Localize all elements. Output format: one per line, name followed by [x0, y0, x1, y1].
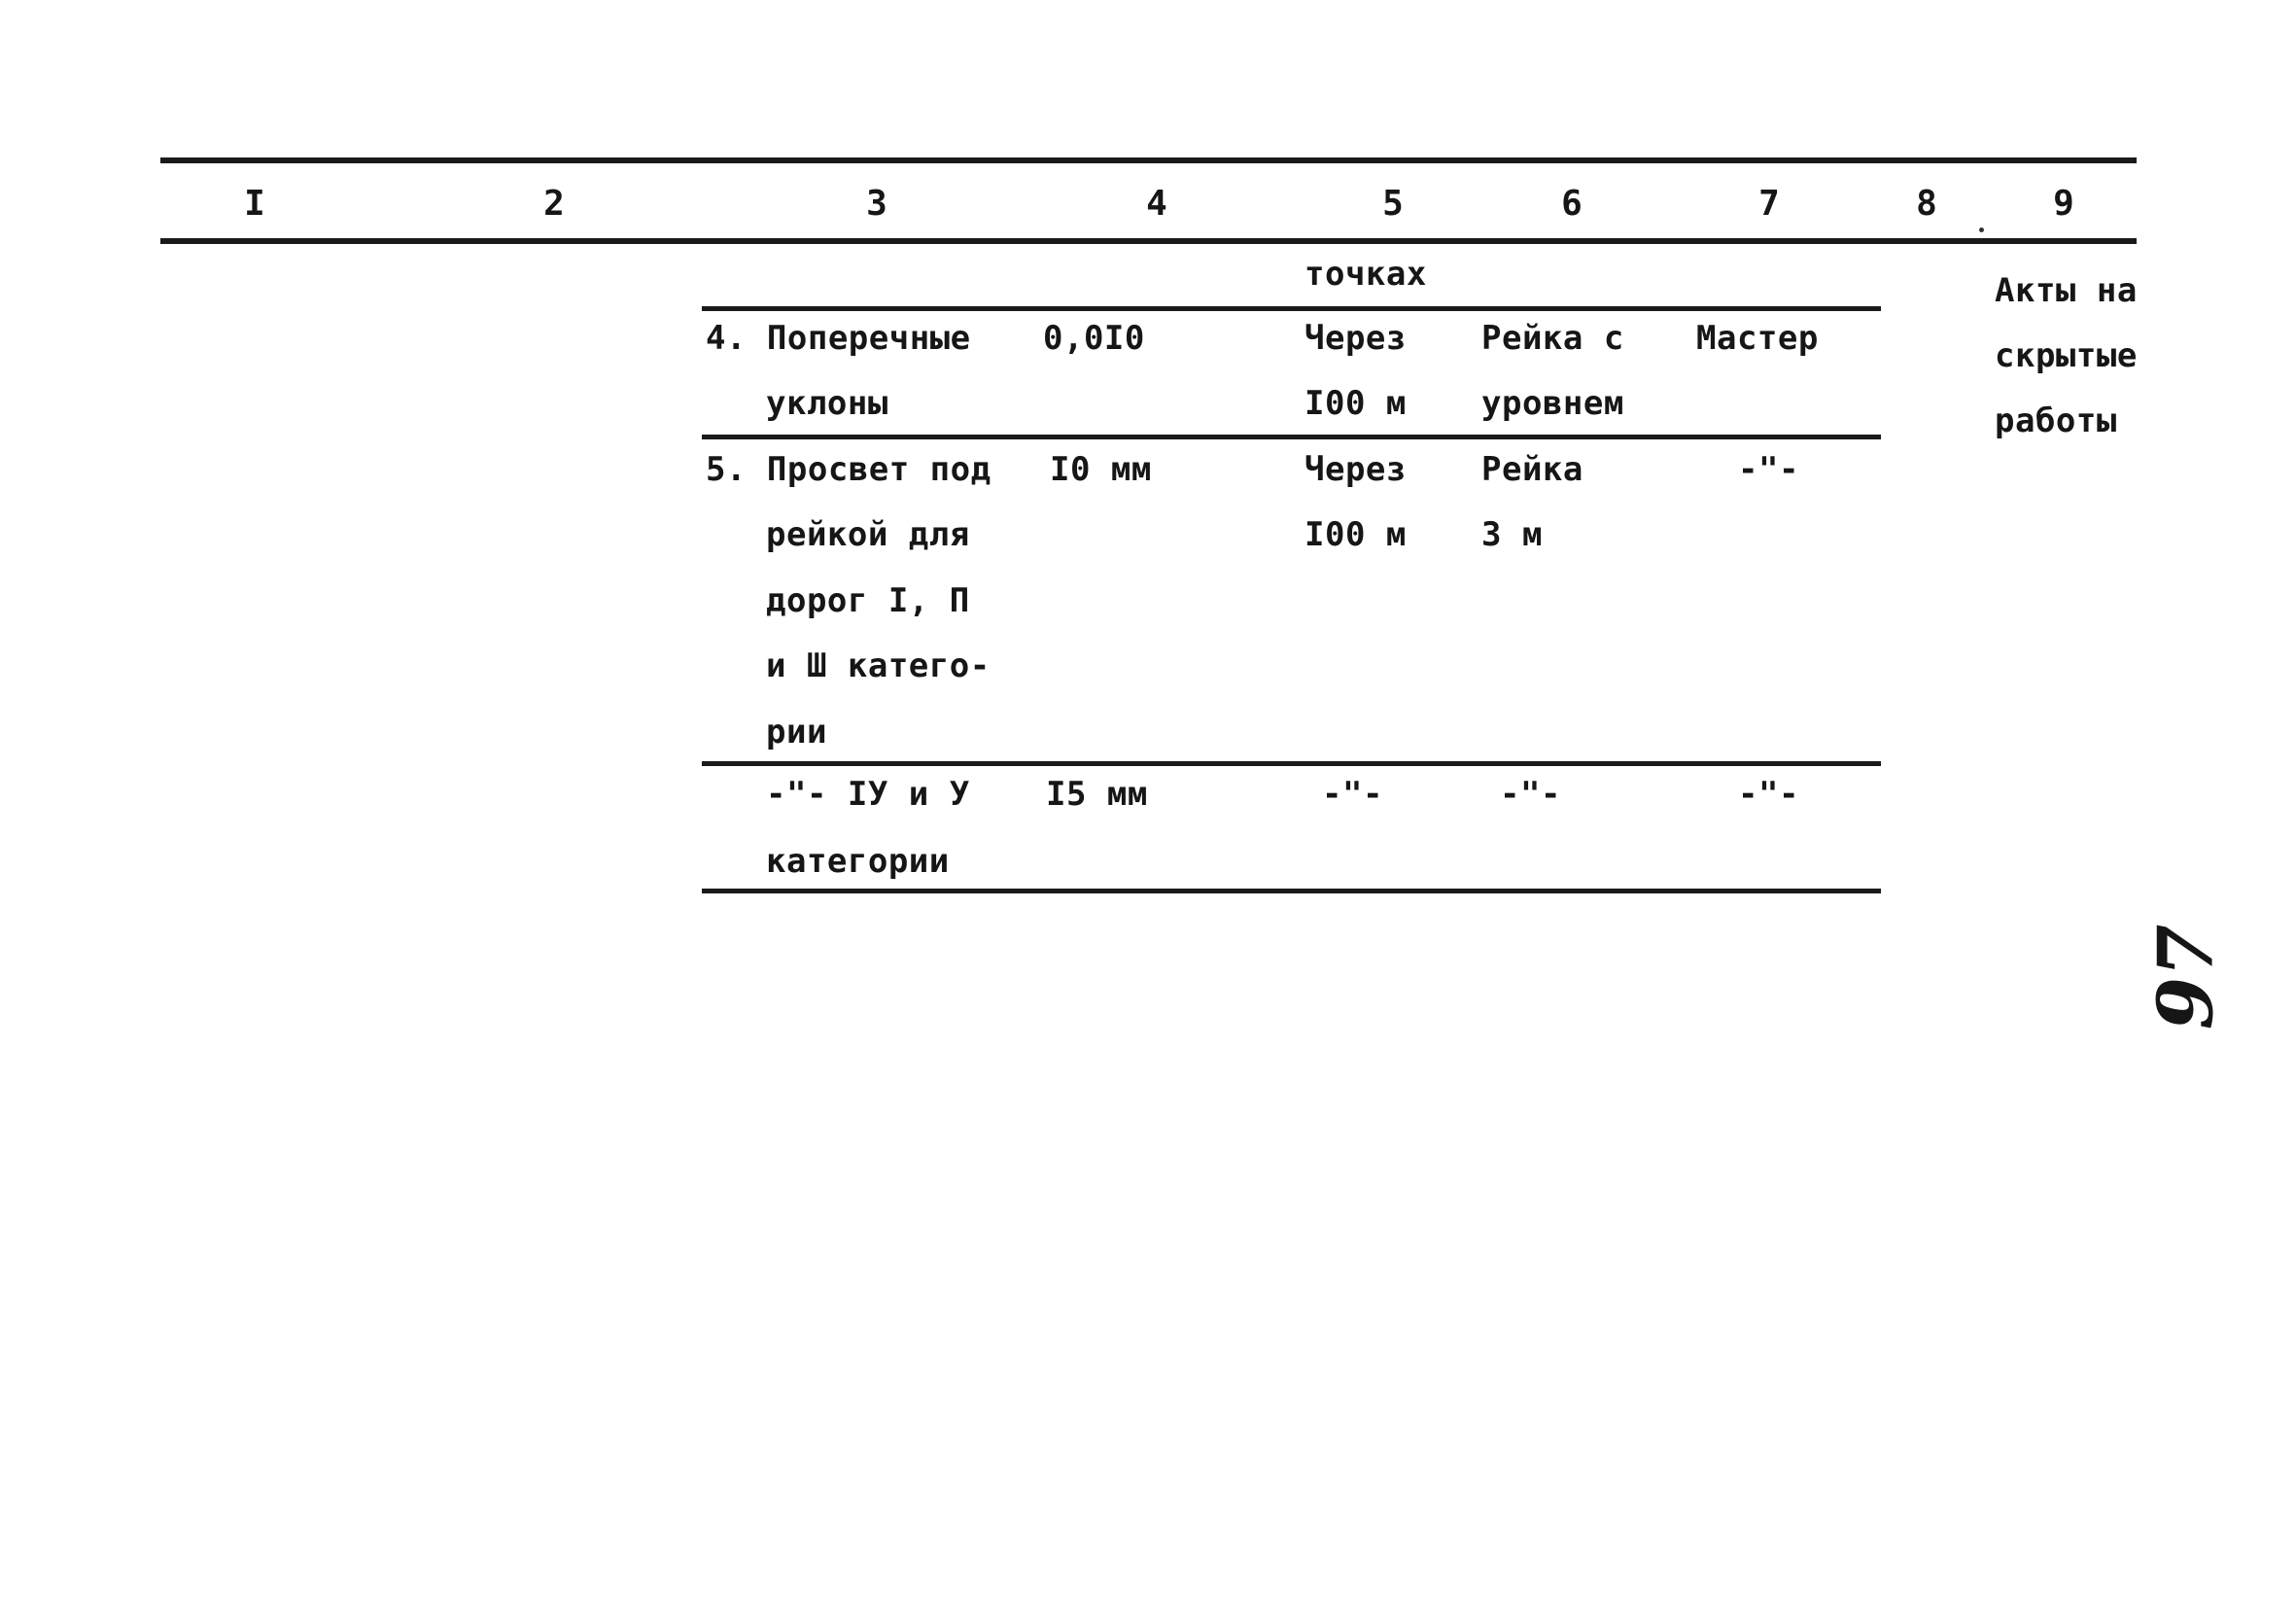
- row2-col7: -"-: [1738, 450, 1799, 489]
- row2-col5-line1: Через: [1305, 450, 1407, 489]
- header-col-4: 4: [1146, 184, 1167, 224]
- row2-col3-line3: дорог I, П: [766, 581, 970, 620]
- stray-dot: [1979, 227, 1984, 232]
- row-separator-2: [702, 435, 1881, 439]
- page-number: 97: [2141, 924, 2231, 1031]
- row-separator-1: [702, 306, 1881, 311]
- row1-col6-line2: уровнем: [1481, 384, 1624, 423]
- row3-col3-line1: -"- IУ и У: [766, 775, 970, 814]
- row2-col6-line2: 3 м: [1481, 515, 1543, 554]
- row2-col3-line5: рии: [766, 713, 827, 751]
- col9-line-2: скрытые: [1995, 336, 2138, 375]
- row2-col6-line1: Рейка: [1481, 450, 1583, 489]
- row1-col4: 0,0I0: [1043, 319, 1145, 358]
- row2-col3-line2: рейкой для: [766, 515, 970, 554]
- row3-col6: -"-: [1500, 775, 1561, 814]
- header-col-7: 7: [1758, 184, 1780, 224]
- row3-col7: -"-: [1738, 775, 1799, 814]
- table-top-rule: [160, 157, 2137, 163]
- row-separator-4: [702, 889, 1881, 893]
- header-col-8: 8: [1916, 184, 1937, 224]
- header-col-2: 2: [543, 184, 565, 224]
- row2-col3-line1: 5. Просвет под: [706, 450, 991, 489]
- row3-col5: -"-: [1322, 775, 1383, 814]
- row1-col6-line1: Рейка с: [1481, 319, 1624, 358]
- row2-col5-line2: I00 м: [1305, 515, 1407, 554]
- row1-col3-line2: уклоны: [766, 384, 888, 423]
- row1-col7: Мастер: [1696, 319, 1819, 358]
- header-col-1: I: [244, 184, 265, 224]
- row2-col4: I0 мм: [1050, 450, 1152, 489]
- header-bottom-rule: [160, 238, 2137, 244]
- col9-line-3: работы: [1995, 402, 2117, 440]
- header-col-9: 9: [2053, 184, 2074, 224]
- col5-continuation: точках: [1305, 255, 1427, 294]
- row3-col4: I5 мм: [1046, 775, 1148, 814]
- row1-col5-line1: Через: [1305, 319, 1407, 358]
- row3-col3-line2: категории: [766, 842, 950, 881]
- header-col-3: 3: [866, 184, 887, 224]
- row1-col5-line2: I00 м: [1305, 384, 1407, 423]
- header-col-6: 6: [1561, 184, 1583, 224]
- header-col-5: 5: [1382, 184, 1404, 224]
- row1-col3-line1: 4. Поперечные: [706, 319, 971, 358]
- col9-line-1: Акты на: [1995, 271, 2138, 310]
- row2-col3-line4: и Ш катего-: [766, 646, 991, 685]
- row-separator-3: [702, 761, 1881, 766]
